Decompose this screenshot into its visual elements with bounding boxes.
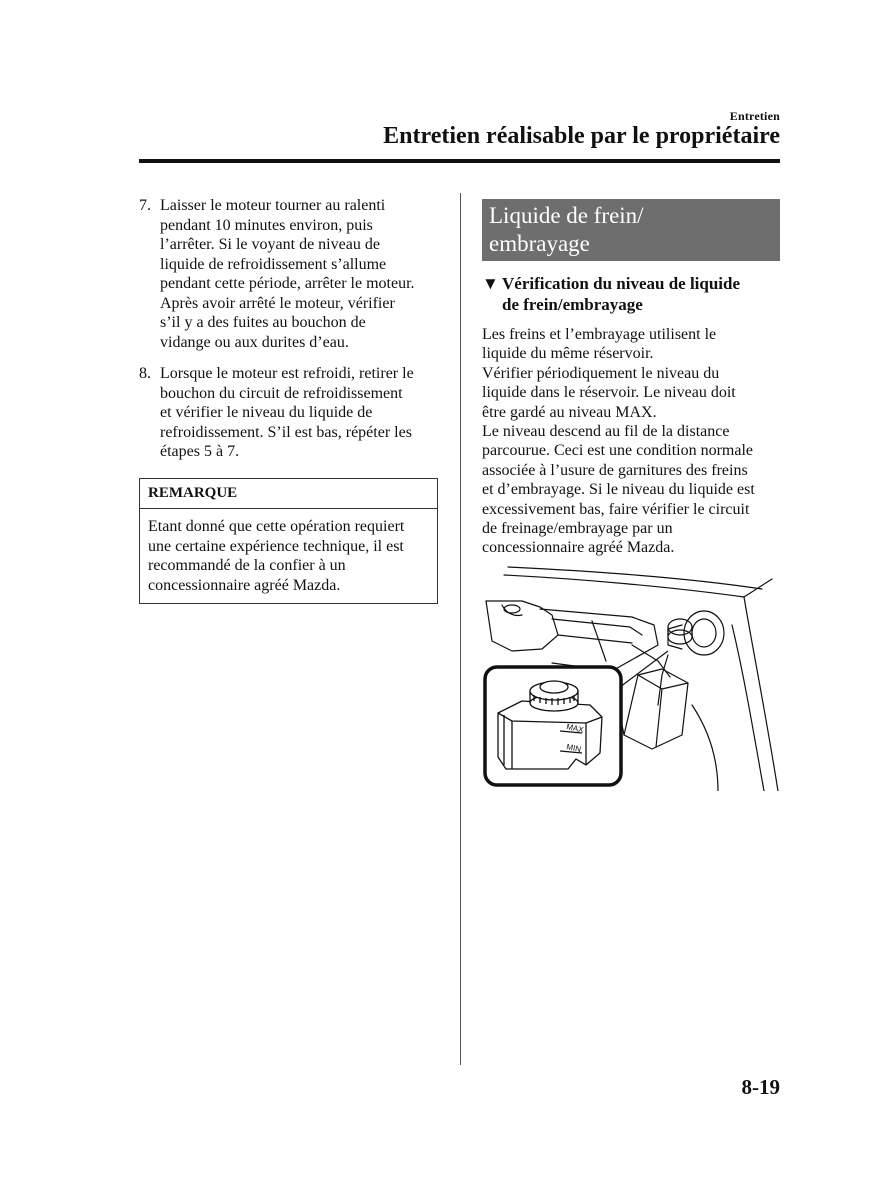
body-line: concessionnaire agréé Mazda. xyxy=(482,539,675,557)
step-text-line: pendant cette période, arrêter le moteur. xyxy=(160,275,415,292)
body-line: de freinage/embrayage par un xyxy=(482,520,673,538)
body-line: liquide dans le réservoir. Le niveau doit xyxy=(482,384,736,402)
step-8 xyxy=(139,364,439,462)
note-line: une certaine expérience technique, il est xyxy=(148,537,404,555)
header-divider xyxy=(139,159,780,163)
left-column xyxy=(139,196,439,474)
step-text-line: l’arrêter. Si le voyant de niveau de xyxy=(160,236,380,253)
step-text-line: refroidissement. S’il est bas, répéter les xyxy=(160,423,412,441)
step-number: 8. xyxy=(139,365,151,382)
note-title: REMARQUE xyxy=(140,479,437,509)
section-label: Entretien xyxy=(729,109,780,123)
step-text-line: vidange ou aux durites d’eau. xyxy=(160,333,349,351)
step-text-line: Laisser le moteur tourner au ralenti xyxy=(160,197,386,214)
body-text xyxy=(482,325,782,558)
brake-fluid-reservoir-illustration xyxy=(482,565,780,791)
section-title-box xyxy=(482,199,780,261)
body-line: et d’embrayage. Si le niveau du liquide est xyxy=(482,481,755,499)
step-text-line: Lorsque le moteur est refroidi, retirer le xyxy=(160,365,414,382)
section-title-line: embrayage xyxy=(489,231,590,256)
note-body xyxy=(140,509,437,603)
step-number: 7. xyxy=(139,197,151,214)
column-divider xyxy=(460,193,461,1065)
note-box xyxy=(139,478,438,604)
body-line: liquide du même réservoir. xyxy=(482,345,654,363)
step-text-line: étapes 5 à 7. xyxy=(160,443,240,460)
body-line: excessivement bas, faire vérifier le circuit xyxy=(482,500,750,518)
step-text-line: bouchon du circuit de refroidissement xyxy=(160,384,403,402)
note-line: recommandé de la confier à un xyxy=(148,557,346,574)
step-text-line: s’il y a des fuites au bouchon de xyxy=(160,314,366,331)
page-number: 8-19 xyxy=(741,1075,780,1099)
subheading-line: de frein/embrayage xyxy=(502,295,643,314)
triangle-marker-icon: ▼ xyxy=(482,274,499,293)
max-level-label: MAX xyxy=(565,722,585,735)
body-line: Les freins et l’embrayage utilisent le xyxy=(482,326,717,343)
body-line: Le niveau descend au fil de la distance xyxy=(482,423,730,441)
body-line: associée à l’usure de garnitures des freins xyxy=(482,461,748,479)
step-text-line: liquide de refroidissement s’allume xyxy=(160,255,387,273)
subheading-line: Vérification du niveau de liquide xyxy=(502,274,741,293)
step-7 xyxy=(139,196,439,352)
subheading xyxy=(482,273,780,315)
note-line: Etant donné que cette opération requiert xyxy=(148,518,405,535)
section-title-line: Liquide de frein/ xyxy=(489,203,644,228)
step-text-line: pendant 10 minutes environ, puis xyxy=(160,216,373,234)
page-title: Entretien réalisable par le propriétaire xyxy=(383,123,780,149)
note-line: concessionnaire agréé Mazda. xyxy=(148,576,341,594)
body-line: Vérifier périodiquement le niveau du xyxy=(482,364,720,382)
body-line: parcourue. Ceci est une condition normale xyxy=(482,442,754,460)
body-line: être gardé au niveau MAX. xyxy=(482,403,657,421)
min-level-label: MIN xyxy=(565,742,582,755)
step-text-line: et vérifier le niveau du liquide de xyxy=(160,404,373,421)
step-text-line: Après avoir arrêté le moteur, vérifier xyxy=(160,294,395,312)
